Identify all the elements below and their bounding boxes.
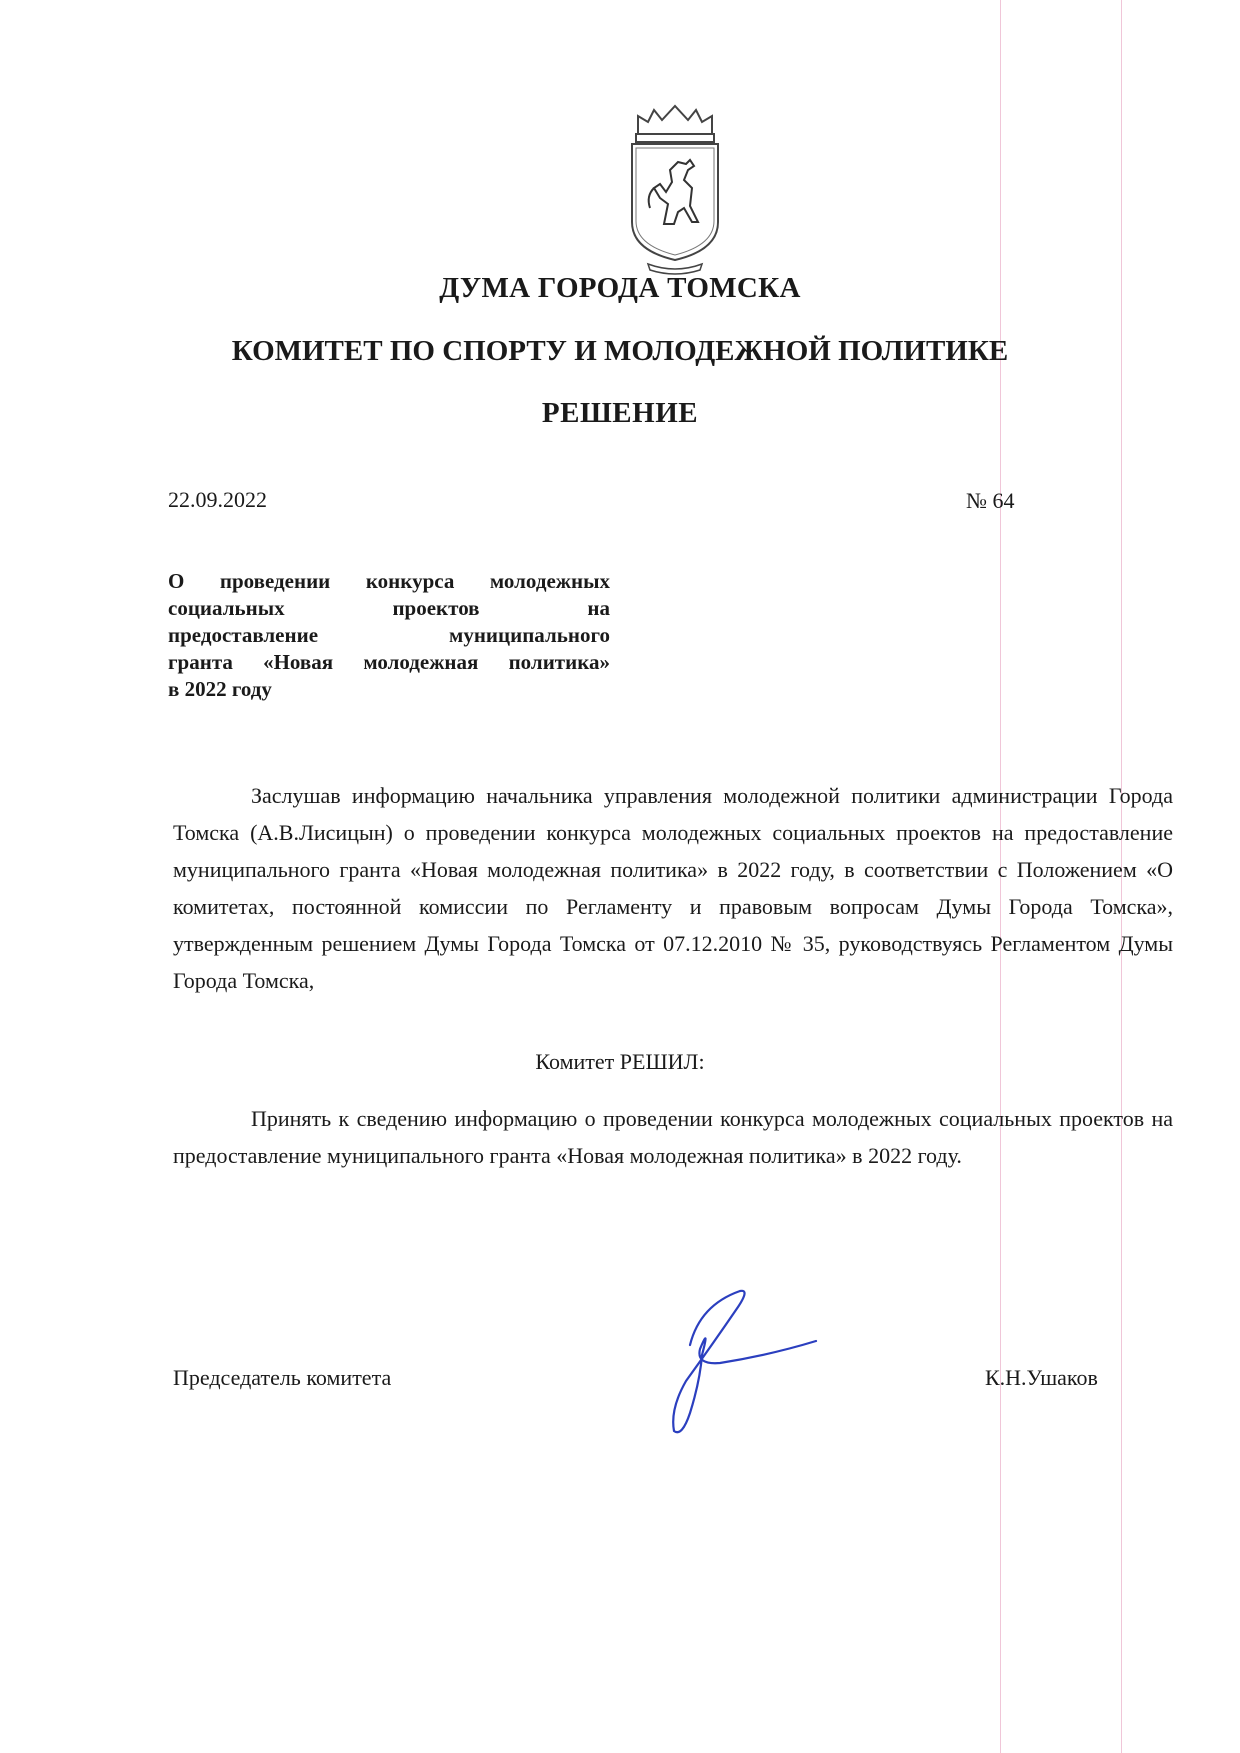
subject-line: предоставление муниципального [168,623,610,647]
document-type: РЕШЕНИЕ [541,397,699,429]
subject-line: О проведении конкурса молодежных [168,569,610,593]
document-number: № 64 [966,488,1015,513]
signatory-name: К.Н.Ушаков [985,1365,1098,1390]
resolution-paragraph: Принять к сведению информацию о проведении конкурса молодежных социальных проектов на предоставление муниципального гранта «Новая молодежная политика» в 2022 году. [173,1106,1173,1168]
subject-line: в 2022 году [168,677,272,701]
preamble [173,777,1173,999]
subject-line: социальных проектов на [168,596,610,620]
subject-line: гранта «Новая молодежная политика» [168,650,610,674]
document-date: 22.09.2022 [168,487,267,512]
coat-of-arms-icon [620,104,730,276]
document-subject [168,568,610,703]
signature-icon [630,1285,830,1445]
committee-name: КОМИТЕТ ПО СПОРТУ И МОЛОДЕЖНОЙ ПОЛИТИКЕ [231,335,1009,367]
preamble-paragraph: Заслушав информацию начальника управления молодежной политики администрации Города Томска (А.В.Лисицын) о проведении конкурса молодежных социальных проектов на предоставление муниципального гранта «Новая молодежная политика» в 2022 году, в соответствии с Положением «О комитетах, постоянной комиссии по Регламенту и правовым вопросам Думы Города Томска», утвержденным решением Думы Города Томска от 07.12.2010 № 35, руководствуясь Регламентом Думы Города Томска, [173,783,1173,993]
organization-name: ДУМА ГОРОДА ТОМСКА [439,272,801,304]
signatory-position: Председатель комитета [173,1365,392,1390]
resolution-heading: Комитет РЕШИЛ: [535,1049,705,1074]
resolution-body [173,1100,1173,1174]
